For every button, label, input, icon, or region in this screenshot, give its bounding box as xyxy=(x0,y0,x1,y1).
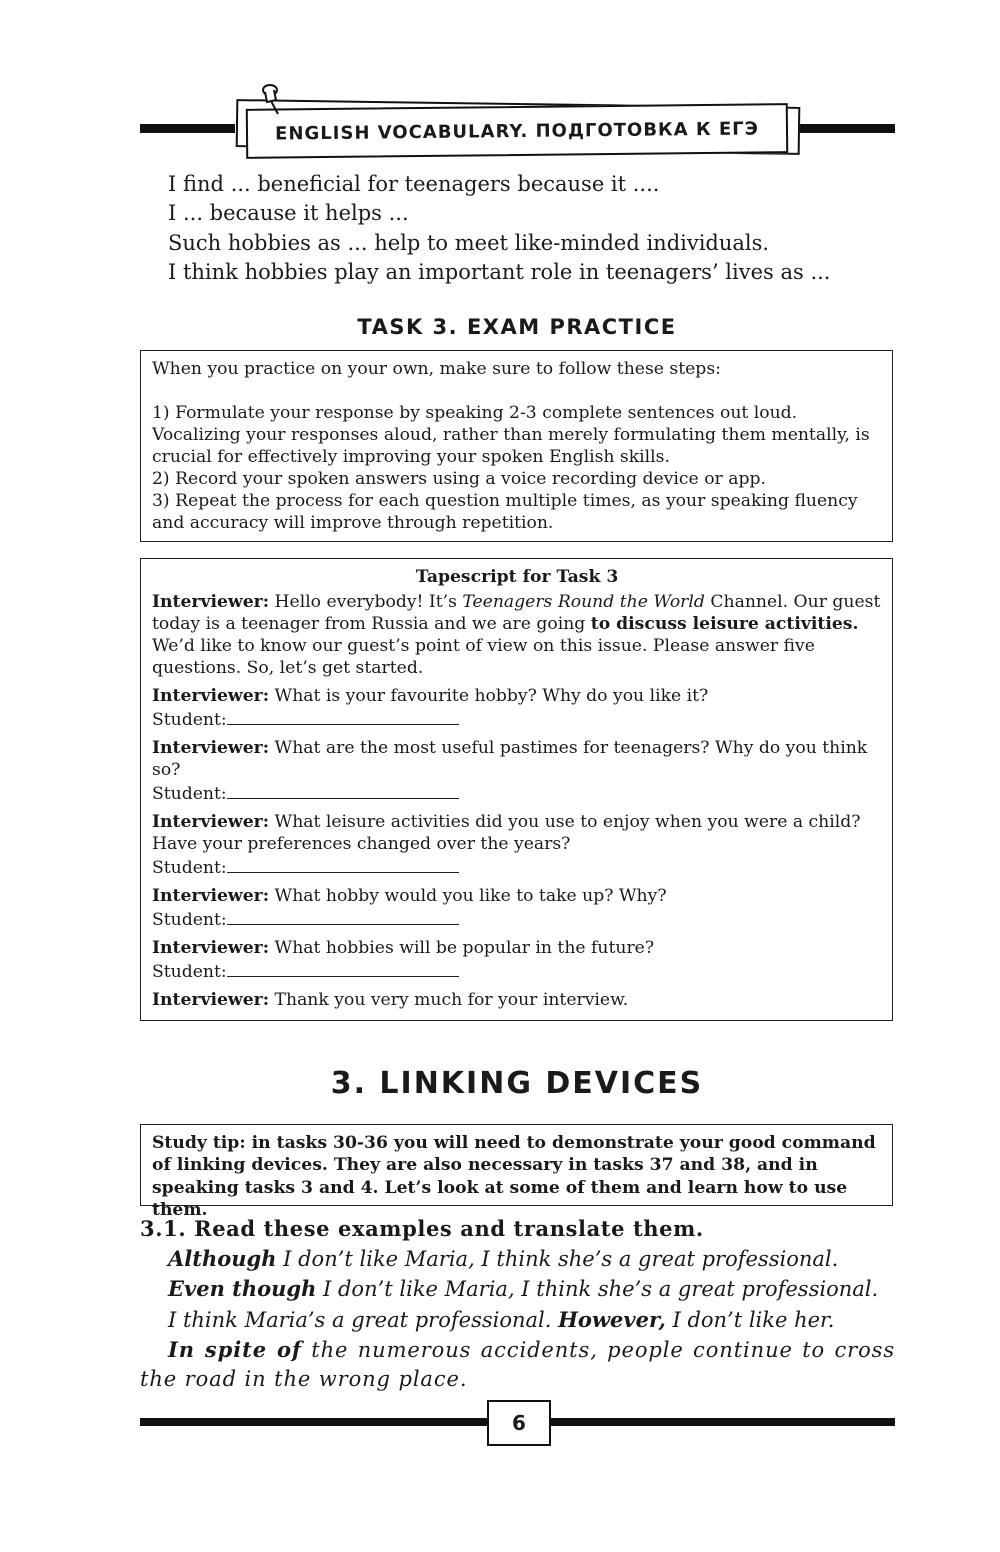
example-sentence xyxy=(140,1244,895,1274)
channel-name: Teenagers Round the World xyxy=(462,592,705,612)
step-item: 2) Record your spoken answers using a voice recording device or app. xyxy=(152,469,766,489)
intro-bold: to discuss leisure activities. xyxy=(590,614,859,634)
example-sentence xyxy=(140,1274,895,1304)
page-number-text: 6 xyxy=(512,1411,526,1435)
speaker-label: Interviewer: xyxy=(152,886,270,906)
student-label: Student: xyxy=(152,962,227,982)
question-text: What is your favourite hobby? Why do you like it? xyxy=(274,686,709,706)
practice-steps-box xyxy=(140,350,893,542)
student-label: Student: xyxy=(152,858,227,878)
student-label: Student: xyxy=(152,910,227,930)
tapescript-box xyxy=(140,558,893,1021)
question-text: What leisure activities did you use to enjoy when you were a child? Have your preferences changed over the years? xyxy=(152,812,861,854)
example-rest: I don’t like her. xyxy=(665,1307,835,1332)
header-rule-left xyxy=(140,124,235,133)
speaker-label: Interviewer: xyxy=(152,812,270,832)
page-number xyxy=(487,1400,551,1446)
interviewer-intro xyxy=(152,591,882,679)
question-text: What hobbies will be popular in the future? xyxy=(274,938,655,958)
sentence-starter: I think hobbies play an important role in teenagers’ lives as ... xyxy=(168,259,831,284)
linking-word: Even though xyxy=(168,1276,317,1302)
steps-intro: When you practice on your own, make sure to follow these steps: xyxy=(152,359,721,379)
header-banner xyxy=(246,103,788,159)
study-tip-text: Study tip: in tasks 30-36 you will need to demonstrate your good command of linking devices. They are also necessary in tasks 37 and 38, and in speaking tasks 3 and 4. Let’s look at some of them and learn how to use them. xyxy=(152,1133,876,1220)
example-sentence xyxy=(140,1335,895,1395)
student-label: Student: xyxy=(152,784,227,804)
study-tip-box xyxy=(140,1124,893,1220)
answer-blank[interactable] xyxy=(227,781,459,799)
sentence-starter: I ... because it helps ... xyxy=(168,201,409,226)
example-rest: I don’t like Maria, I think she’s a great professional. xyxy=(316,1277,879,1302)
question-text: What hobby would you like to take up? Why? xyxy=(274,886,667,906)
spacer xyxy=(152,380,882,402)
example-list xyxy=(140,1244,895,1394)
answer-blank[interactable] xyxy=(227,707,459,725)
footer-rule-right xyxy=(551,1418,895,1426)
linking-word: Although xyxy=(168,1246,277,1271)
tapescript-title: Tapescript for Task 3 xyxy=(415,567,619,587)
pushpin-icon xyxy=(258,82,288,116)
sentence-starter: I find ... beneficial for teenagers because it .... xyxy=(168,172,660,196)
answer-blank[interactable] xyxy=(227,959,459,977)
exercise-heading: 3.1. Read these examples and translate them. xyxy=(140,1216,704,1241)
sentence-starters xyxy=(168,170,830,287)
intro-text: Hello everybody! It’s xyxy=(274,592,463,612)
closing-text: Thank you very much for your interview. xyxy=(274,990,629,1010)
qa-block xyxy=(152,685,882,731)
qa-block xyxy=(152,937,882,983)
step-item: 1) Formulate your response by speaking 2-3 complete sentences out loud. Vocalizing your responses aloud, rather than merely formulating them mentally, is crucial for effectively improving your spoken English skills. xyxy=(152,403,870,467)
answer-blank[interactable] xyxy=(227,855,459,873)
step-item: 3) Repeat the process for each question multiple times, as your speaking fluency and accuracy will improve through repetition. xyxy=(152,491,858,533)
sentence-starter: Such hobbies as ... help to meet like-minded individuals. xyxy=(168,230,770,255)
closing-block xyxy=(152,989,882,1011)
speaker-label: Interviewer: xyxy=(152,738,270,758)
linking-word: However, xyxy=(558,1306,666,1332)
speaker-label: Interviewer: xyxy=(152,990,270,1010)
example-pre: I think Maria’s a great professional. xyxy=(168,1307,559,1332)
header-rule-right xyxy=(800,124,895,133)
task-heading: TASK 3. EXAM PRACTICE xyxy=(357,315,677,339)
example-rest: I don’t like Maria, I think she’s a great professional. xyxy=(276,1247,839,1271)
section-heading: 3. LINKING DEVICES xyxy=(330,1066,704,1101)
qa-block xyxy=(152,885,882,931)
speaker-label: Interviewer: xyxy=(152,592,270,612)
example-sentence xyxy=(140,1305,895,1335)
qa-block xyxy=(152,811,882,879)
question-text: What are the most useful pastimes for teenagers? Why do you think so? xyxy=(152,738,868,780)
student-label: Student: xyxy=(152,710,227,730)
intro-text: We’d like to know our guest’s point of view on this issue. Please answer five questions. So, let’s get started. xyxy=(152,636,815,678)
answer-blank[interactable] xyxy=(227,907,459,925)
speaker-label: Interviewer: xyxy=(152,938,270,958)
example-rest: the numerous accidents, people continue to cross the road in the wrong place. xyxy=(140,1337,895,1392)
linking-word: In spite of xyxy=(168,1336,302,1362)
running-header-title: ENGLISH VOCABULARY. ПОДГОТОВКА К ЕГЭ xyxy=(275,117,759,145)
intro-text: Channel. Our guest today is a teenager from Russia and we are going xyxy=(152,592,881,634)
qa-block xyxy=(152,737,882,805)
footer-rule-left xyxy=(140,1418,487,1426)
speaker-label: Interviewer: xyxy=(152,686,270,706)
